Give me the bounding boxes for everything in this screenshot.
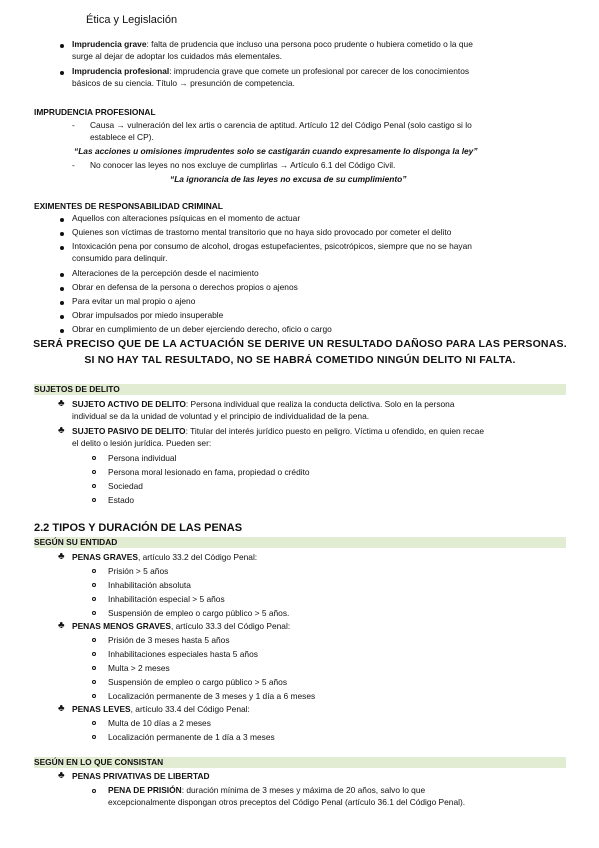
penas-menos-graves: PENAS MENOS GRAVES, artículo 33.3 del Código Penal:: [72, 621, 291, 631]
club-bullet-icon: ♣: [58, 398, 65, 409]
intro-bullet-1: Imprudencia grave: falta de prudencia que incluso una persona poco prudente o hubiera cometido o la que: [72, 39, 473, 49]
club-bullet-icon: ♣: [58, 770, 65, 781]
bullet-icon: [60, 273, 64, 277]
pena-item: Inhabilitaciones especiales hasta 5 años: [108, 649, 258, 659]
eximente-item: Quienes son víctimas de trastorno mental transitorio que no haya sido provocado por cometer el delito: [72, 227, 452, 237]
circle-bullet-icon: [92, 652, 96, 656]
quote-law: “Las acciones u omisiones imprudentes solo se castigarán cuando expresamente lo disponga la ley”: [74, 146, 478, 156]
intro-bullet-1-cont: surge al dejar de adoptar los cuidados más elementales.: [72, 51, 282, 61]
eximente-item: Obrar impulsados por miedo insuperable: [72, 310, 224, 320]
circle-bullet-icon: [92, 498, 96, 502]
bullet-icon: [60, 287, 64, 291]
circle-bullet-icon: [92, 569, 96, 573]
sujeto-pasivo-cont: el delito o lesión jurídica. Pueden ser:: [72, 438, 212, 448]
sujeto-activo: SUJETO ACTIVO DE DELITO: Persona individual que realiza la conducta delictiva. Solo en la persona: [72, 399, 455, 409]
circle-bullet-icon: [92, 680, 96, 684]
circle-bullet-icon: [92, 470, 96, 474]
penas-graves: PENAS GRAVES, artículo 33.2 del Código Penal:: [72, 552, 258, 562]
eximente-item: Intoxicación pena por consumo de alcohol, drogas estupefacientes, psicotrópicos, siempre que no se hayan: [72, 241, 472, 251]
pena-item: Prisión de 3 meses hasta 5 años: [108, 635, 230, 645]
eximente-item: Aquellos con alteraciones psíquicas en el momento de actuar: [72, 213, 301, 223]
pena-item: Suspensión de empleo o cargo público > 5 años: [108, 677, 288, 687]
page-header-title: Ética y Legislación: [86, 14, 178, 26]
circle-bullet-icon: [92, 789, 96, 793]
section-heading-imprudencia: IMPRUDENCIA PROFESIONAL: [34, 107, 156, 117]
bullet-icon: [60, 218, 64, 222]
notice-caps-1: SERÁ PRECISO QUE DE LA ACTUACIÓN SE DERIVE UN RESULTADO DAÑOSO PARA LAS PERSONAS.: [33, 338, 567, 350]
penas-leves: PENAS LEVES, artículo 33.4 del Código Penal:: [72, 704, 250, 714]
sujeto-activo-cont: individual se da la unidad de voluntad y el principio de individualidad de la pena.: [72, 411, 370, 421]
pena-prision-cont: excepcionalmente dispongan otros preceptos del Código Penal (artículo 36.1 del Código Penal).: [108, 797, 466, 807]
circle-bullet-icon: [92, 597, 96, 601]
eximente-item: Para evitar un mal propio o ajeno: [72, 296, 196, 306]
circle-bullet-icon: [92, 456, 96, 460]
eximente-item: Obrar en defensa de la persona o derechos propios o ajenos: [72, 282, 298, 292]
bullet-icon: [60, 301, 64, 305]
pena-item: Inhabilitación especial > 5 años: [108, 594, 225, 604]
imprudencia-dash-1: Causa → vulneración del lex artis o carencia de aptitud. Artículo 12 del Código Penal (solo castigo si lo: [90, 120, 472, 130]
intro-bullet-2-cont: básicos de su ciencia. Título → presunción de competencia.: [72, 78, 295, 88]
pena-prision: PENA DE PRISIÓN: duración mínima de 3 meses y máxima de 20 años, salvo lo que: [108, 785, 426, 795]
club-bullet-icon: ♣: [58, 425, 65, 436]
circle-bullet-icon: [92, 694, 96, 698]
penas-privativas: PENAS PRIVATIVAS DE LIBERTAD: [72, 771, 210, 781]
bullet-icon: [60, 315, 64, 319]
circle-bullet-icon: [92, 484, 96, 488]
section-heading-sujetos: SUJETOS DE DELITO: [34, 384, 120, 394]
section-heading-eximentes: EXIMENTES DE RESPONSABILIDAD CRIMINAL: [34, 201, 223, 211]
eximente-item: Obrar en cumplimiento de un deber ejerciendo derecho, oficio o cargo: [72, 324, 332, 334]
circle-bullet-icon: [92, 611, 96, 615]
pena-item: Prisión > 5 años: [108, 566, 169, 576]
pena-item: Localización permanente de 3 meses y 1 día a 6 meses: [108, 691, 316, 701]
pena-item: Multa > 2 meses: [108, 663, 170, 673]
pena-item: Multa de 10 días a 2 meses: [108, 718, 211, 728]
club-bullet-icon: ♣: [58, 551, 65, 562]
pasivo-item: Estado: [108, 495, 135, 505]
bullet-icon: [60, 44, 64, 48]
pena-item: Inhabilitación absoluta: [108, 580, 191, 590]
dash-marker: -: [72, 120, 75, 130]
section-heading-penas: 2.2 TIPOS Y DURACIÓN DE LAS PENAS: [34, 522, 243, 534]
circle-bullet-icon: [92, 721, 96, 725]
bullet-icon: [60, 71, 64, 75]
subheading-consistan: SEGÚN EN LO QUE CONSISTAN: [34, 757, 164, 767]
pena-item: Localización permanente de 1 día a 3 meses: [108, 732, 275, 742]
bullet-icon: [60, 232, 64, 236]
eximente-item: Alteraciones de la percepción desde el nacimiento: [72, 268, 259, 278]
bullet-icon: [60, 329, 64, 333]
eximente-item-cont: consumido para delinquir.: [72, 253, 168, 263]
quote-ignorance: “La ignorancia de las leyes no excusa de su cumplimiento”: [170, 174, 407, 184]
notice-caps-2: SI NO HAY TAL RESULTADO, NO SE HABRÁ COMETIDO NINGÚN DELITO NI FALTA.: [84, 354, 516, 366]
pena-item: Suspensión de empleo o cargo público > 5 años.: [108, 608, 290, 618]
pasivo-item: Persona individual: [108, 453, 177, 463]
club-bullet-icon: ♣: [58, 703, 65, 714]
subheading-entidad: SEGÚN SU ENTIDAD: [34, 537, 118, 547]
imprudencia-dash-1-cont: establece el CP).: [90, 132, 154, 142]
dash-marker: -: [72, 160, 75, 170]
circle-bullet-icon: [92, 666, 96, 670]
circle-bullet-icon: [92, 583, 96, 587]
pasivo-item: Sociedad: [108, 481, 143, 491]
bullet-icon: [60, 246, 64, 250]
circle-bullet-icon: [92, 735, 96, 739]
club-bullet-icon: ♣: [58, 620, 65, 631]
intro-bullet-2: Imprudencia profesional: imprudencia grave que comete un profesional por carecer de los conocimientos: [72, 66, 470, 76]
imprudencia-dash-2: No conocer las leyes no nos excluye de cumplirlas → Artículo 6.1 del Código Civil.: [90, 160, 396, 170]
pasivo-item: Persona moral lesionado en fama, propiedad o crédito: [108, 467, 310, 477]
sujeto-pasivo: SUJETO PASIVO DE DELITO: Titular del interés jurídico puesto en peligro. Víctima u ofendido, en quien recae: [72, 426, 484, 436]
circle-bullet-icon: [92, 638, 96, 642]
